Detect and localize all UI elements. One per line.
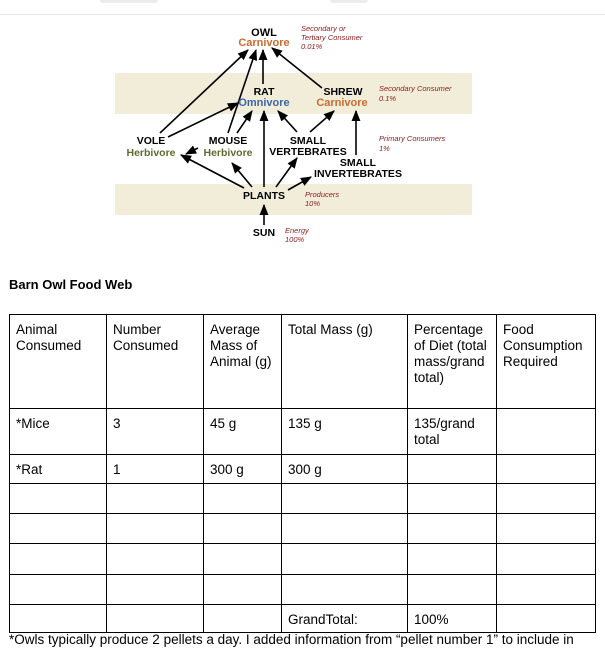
table-cell[interactable] (497, 544, 596, 575)
table-cell[interactable]: 135/grand total (408, 409, 497, 455)
table-cell[interactable] (497, 484, 596, 514)
tertiary-level-line1: Secondary or (301, 24, 346, 33)
consumer-band (115, 73, 472, 114)
header-total-mass: Total Mass (g) (282, 315, 408, 409)
food-consumption-table (9, 314, 596, 633)
table-cell[interactable] (107, 484, 204, 514)
producers-level-line1: Producers (305, 190, 340, 199)
table-cell[interactable] (497, 514, 596, 544)
grand-total-label: GrandTotal: (282, 605, 408, 633)
vole-role: Herbivore (126, 147, 176, 159)
table-cell[interactable] (408, 544, 497, 575)
table-cell[interactable] (10, 484, 107, 514)
arrow-smallvert-to-shrew (310, 111, 334, 132)
energy-level-pct: 100% (285, 235, 305, 244)
table-cell[interactable]: 45 g (204, 409, 282, 455)
table-row (10, 514, 596, 544)
table-cell[interactable] (107, 514, 204, 544)
table-cell[interactable] (10, 605, 107, 633)
table-row (10, 544, 596, 575)
rat-role: Omnivore (238, 97, 290, 109)
table-cell[interactable] (204, 605, 282, 633)
energy-level-line1: Energy (285, 226, 309, 235)
arrow-smallvert-to-rat (278, 111, 297, 132)
table-cell[interactable]: 300 g (282, 455, 408, 484)
arrow-plants-to-smallvert (276, 158, 297, 187)
small-vertebrates-label-line1: SMALL (289, 135, 327, 147)
arrow-plants-to-vole (181, 155, 244, 188)
header-percentage-of-diet: Percentage of Diet (total mass/grand total) (408, 315, 497, 409)
table-cell[interactable] (107, 575, 204, 605)
small-invertebrates-label-line2: INVERTEBRATES (314, 168, 402, 180)
table-cell[interactable] (204, 484, 282, 514)
table-cell[interactable] (497, 605, 596, 633)
owl-role: Carnivore (238, 37, 290, 49)
tertiary-level-pct: 0.01% (301, 42, 323, 51)
shrew-role: Carnivore (316, 97, 368, 109)
table-cell[interactable]: 300 g (204, 455, 282, 484)
header-number-consumed: Number Consumed (107, 315, 204, 409)
table-cell[interactable] (497, 409, 596, 455)
producers-level-pct: 10% (305, 199, 321, 208)
table-cell[interactable]: *Mice (10, 409, 107, 455)
table-cell[interactable]: 135 g (282, 409, 408, 455)
table-row (10, 409, 596, 455)
tertiary-level-line2: Tertiary Consumer (301, 33, 363, 42)
table-cell[interactable] (408, 455, 497, 484)
page-heading: Barn Owl Food Web (9, 277, 133, 292)
sun-label: SUN (252, 227, 276, 239)
table-cell[interactable] (408, 514, 497, 544)
shrew-label: SHREW (323, 86, 363, 98)
table-row (10, 575, 596, 605)
arrow-mouse-to-rat (237, 111, 252, 133)
vole-label: VOLE (136, 135, 166, 147)
table-cell[interactable] (10, 544, 107, 575)
plants-label: PLANTS (243, 190, 285, 202)
table-cell[interactable] (282, 575, 408, 605)
table-cell[interactable] (10, 514, 107, 544)
primary-level-pct: 1% (379, 144, 390, 153)
table-cell[interactable] (497, 575, 596, 605)
table-cell[interactable] (204, 544, 282, 575)
primary-level-line1: Primary Consumers (379, 134, 446, 143)
footnote: *Owls typically produce 2 pellets a day. I added information from “pellet number 1” to include in (9, 632, 574, 647)
table-cell[interactable] (107, 605, 204, 633)
table-cell[interactable]: 1 (107, 455, 204, 484)
table-cell[interactable] (408, 484, 497, 514)
table-total-row (10, 605, 596, 633)
food-web-diagram (0, 0, 605, 250)
table-cell[interactable] (282, 484, 408, 514)
rat-label: RAT (253, 86, 275, 98)
secondary-level-pct: 0.1% (379, 94, 397, 103)
table-cell[interactable] (282, 544, 408, 575)
table-cell[interactable] (107, 544, 204, 575)
header-food-consumption: Food Consumption Required (497, 315, 596, 409)
table-header-row (10, 315, 596, 409)
table-cell[interactable] (282, 514, 408, 544)
table-cell[interactable]: *Rat (10, 455, 107, 484)
table-cell[interactable] (204, 514, 282, 544)
mouse-label: MOUSE (208, 135, 248, 147)
small-invertebrates-label-line1: SMALL (339, 157, 377, 169)
table-row (10, 484, 596, 514)
table-cell[interactable] (204, 575, 282, 605)
grand-total-percentage[interactable]: 100% (408, 605, 497, 633)
arrow-vole-to-mouse (186, 148, 198, 154)
owl-label: OWL (251, 27, 277, 39)
table-row (10, 455, 596, 484)
table-cell[interactable]: 3 (107, 409, 204, 455)
small-vertebrates-label-line2: VERTEBRATES (269, 146, 347, 158)
producer-band (115, 184, 472, 215)
secondary-level-line1: Secondary Consumer (379, 84, 452, 93)
table-cell[interactable] (408, 575, 497, 605)
table-cell[interactable] (10, 575, 107, 605)
mouse-role: Herbivore (203, 147, 253, 159)
table-cell[interactable] (497, 455, 596, 484)
header-average-mass: Average Mass of Animal (g) (204, 315, 282, 409)
header-animal-consumed: Animal Consumed (10, 315, 107, 409)
